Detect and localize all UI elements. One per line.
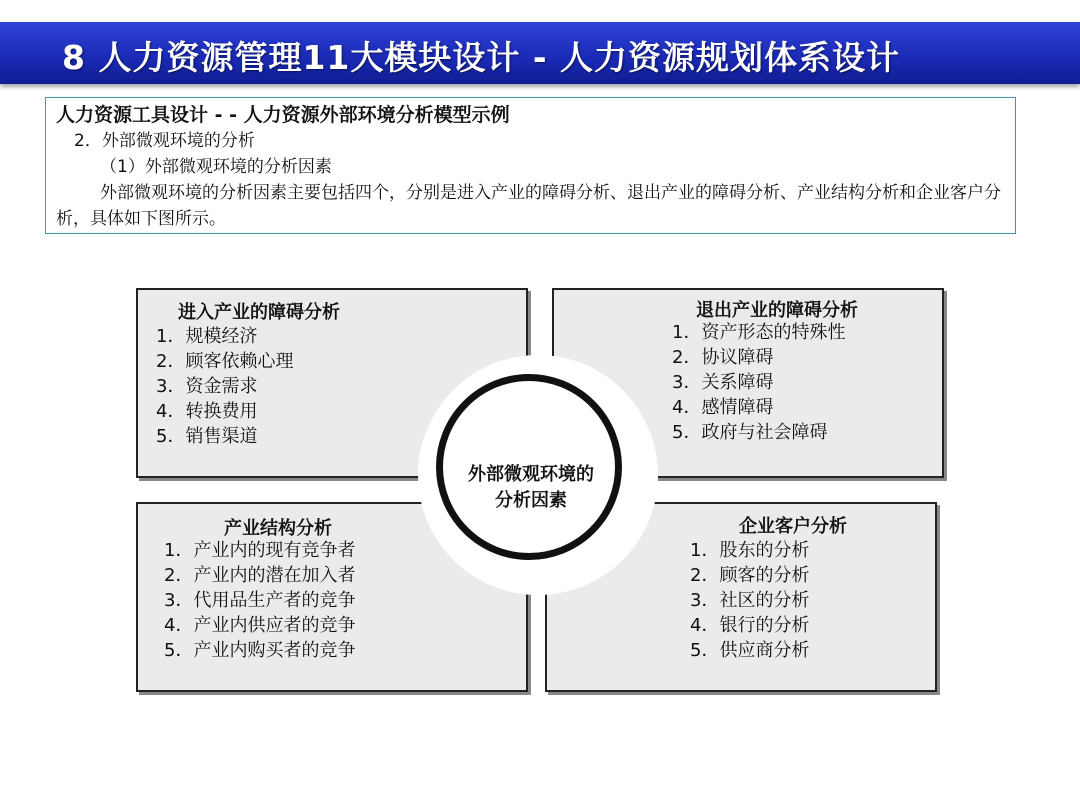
entry-barrier-list xyxy=(156,324,293,449)
list-item: 4．转换费用 xyxy=(156,401,258,422)
list-item: 5．政府与社会障碍 xyxy=(672,422,828,443)
list-item: 2．顾客的分析 xyxy=(690,565,810,586)
list-item: 1．规模经济 xyxy=(156,326,258,347)
list-item: 1．股东的分析 xyxy=(690,540,810,561)
entry-barrier-title: 进入产业的障碍分析 xyxy=(178,302,340,323)
list-item: 4．银行的分析 xyxy=(690,615,810,636)
list-item: 3．资金需求 xyxy=(156,376,258,397)
intro-panel xyxy=(45,97,1016,234)
customer-analysis-title: 企业客户分析 xyxy=(739,516,847,537)
list-item: 3．关系障碍 xyxy=(672,372,774,393)
list-item: 1．产业内的现有竞争者 xyxy=(164,540,356,561)
customer-analysis-list xyxy=(690,538,809,663)
list-item: 4．产业内供应者的竞争 xyxy=(164,615,356,636)
industry-structure-list xyxy=(164,538,355,663)
intro-line-2: （1）外部微观环境的分析因素 xyxy=(100,157,332,177)
list-item: 2．产业内的潜在加入者 xyxy=(164,565,356,586)
exit-barrier-title: 退出产业的障碍分析 xyxy=(696,300,858,321)
list-item: 2．协议障碍 xyxy=(672,347,774,368)
list-item: 3．代用品生产者的竞争 xyxy=(164,590,356,611)
title-bar xyxy=(0,22,1080,84)
industry-structure-title: 产业结构分析 xyxy=(224,518,332,539)
intro-paragraph: 外部微观环境的分析因素主要包括四个，分别是进入产业的障碍分析、退出产业的障碍分析、产业结构分析和企业客户分析，具体如下图所示。 xyxy=(56,183,1001,229)
list-item: 5．销售渠道 xyxy=(156,426,258,447)
page-title: 8 人力资源管理11大模块设计 - 人力资源规划体系设计 xyxy=(62,38,901,77)
center-label: 外部微观环境的分析因素 xyxy=(468,464,594,511)
list-item: 1．资产形态的特殊性 xyxy=(672,322,846,343)
list-item: 3．社区的分析 xyxy=(690,590,810,611)
list-item: 2．顾客依赖心理 xyxy=(156,351,294,372)
intro-heading: 人力资源工具设计 - - 人力资源外部环境分析模型示例 xyxy=(56,104,510,126)
list-item: 5．供应商分析 xyxy=(690,640,810,661)
list-item: 5．产业内购买者的竞争 xyxy=(164,640,356,661)
intro-line-1: 2．外部微观环境的分析 xyxy=(74,131,255,151)
list-item: 4．感情障碍 xyxy=(672,397,774,418)
exit-barrier-list xyxy=(672,320,845,445)
